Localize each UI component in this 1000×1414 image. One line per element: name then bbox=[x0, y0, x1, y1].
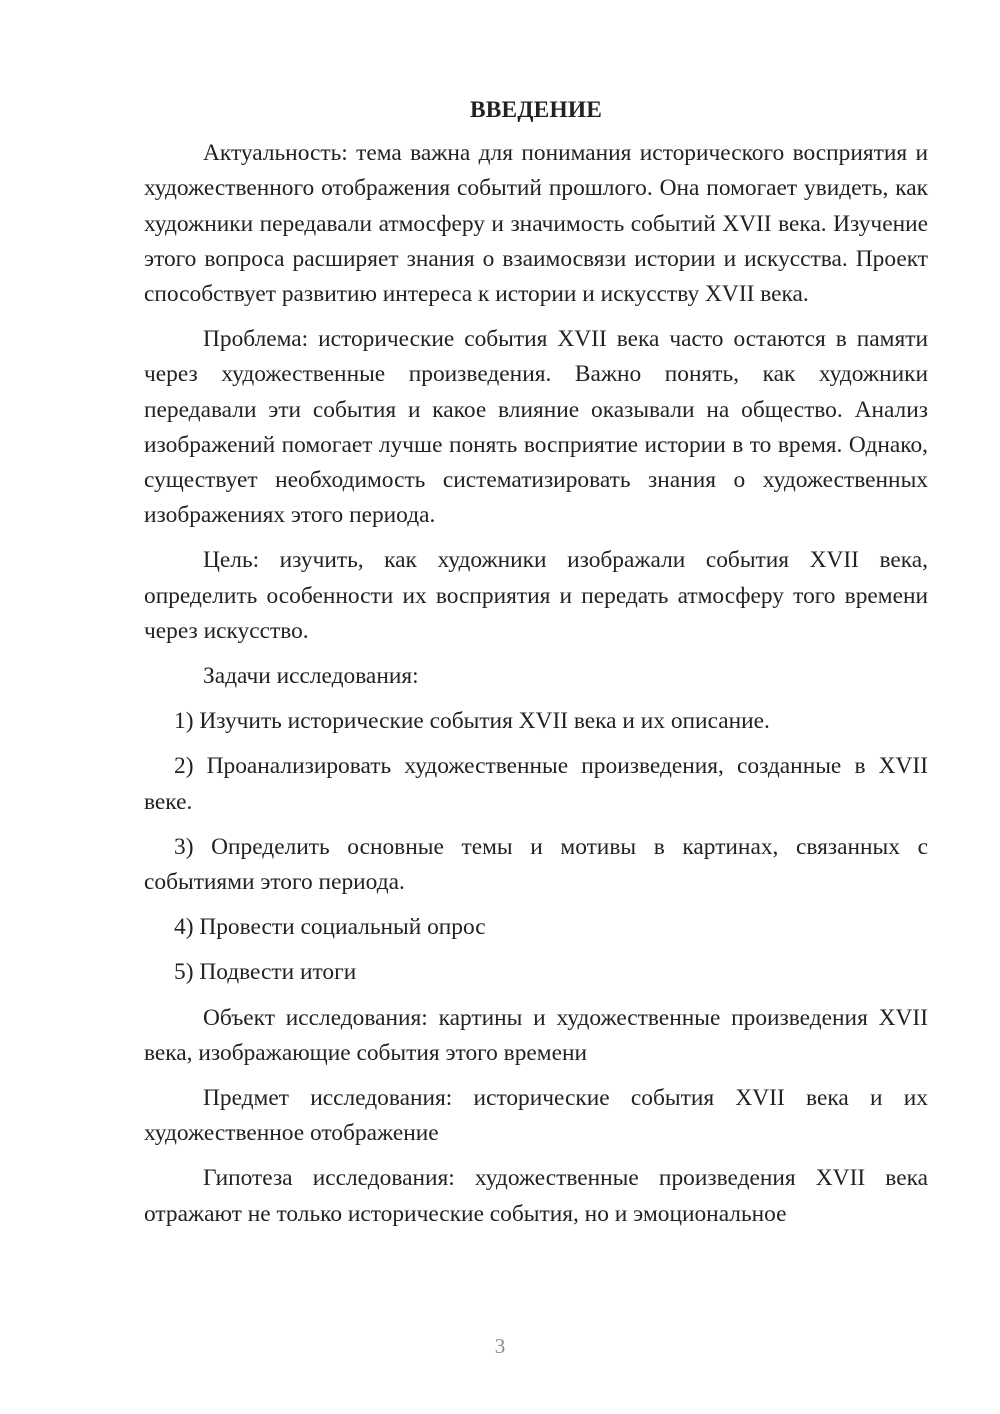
page-number: 3 bbox=[494, 1334, 506, 1358]
task-item: 5) Подвести итоги bbox=[174, 959, 357, 986]
problem-paragraph: Проблема: исторические события XVII века часто остаются в памяти через художественные произведения. Важно понять, как художники передавали эти события и какое влияние оказывали на общество. Анализ изображений помогает лучше понять восприятие истории в то время. Однако, существует необходимость систематизировать знания о художественных изображениях этого периода. bbox=[144, 326, 928, 529]
tasks-heading: Задачи исследования: bbox=[203, 663, 419, 690]
object-paragraph: Объект исследования: картины и художественные произведения XVII века, изображающие события этого времени bbox=[144, 1004, 928, 1066]
document-page bbox=[144, 93, 928, 1242]
hypothesis-paragraph: Гипотеза исследования: художественные произведения XVII века отражают не только исторические события, но и эмоциональное bbox=[144, 1165, 928, 1227]
relevance-paragraph: Актуальность: тема важна для понимания исторического восприятия и художественного отображения событий прошлого. Она помогает увидеть, как художники передавали атмосферу и значимость событий XVII века. Изучение этого вопроса расширяет знания о взаимосвязи истории и искусства. Проект способствует развитию интереса к истории и искусству XVII века. bbox=[144, 140, 928, 308]
goal-paragraph: Цель: изучить, как художники изображали события XVII века, определить особенности их восприятия и передать атмосферу того времени через искусство. bbox=[144, 547, 928, 644]
task-item: 1) Изучить исторические события XVII века и их описание. bbox=[174, 708, 770, 735]
subject-paragraph: Предмет исследования: исторические события XVII века и их художественное отображение bbox=[144, 1085, 928, 1147]
page-title: ВВЕДЕНИЕ bbox=[469, 97, 603, 123]
task-item: 2) Проанализировать художественные произведения, созданные в XVII веке. bbox=[144, 753, 928, 815]
task-item: 4) Провести социальный опрос bbox=[174, 914, 486, 941]
task-item: 3) Определить основные темы и мотивы в картинах, связанных с событиями этого периода. bbox=[144, 833, 928, 896]
